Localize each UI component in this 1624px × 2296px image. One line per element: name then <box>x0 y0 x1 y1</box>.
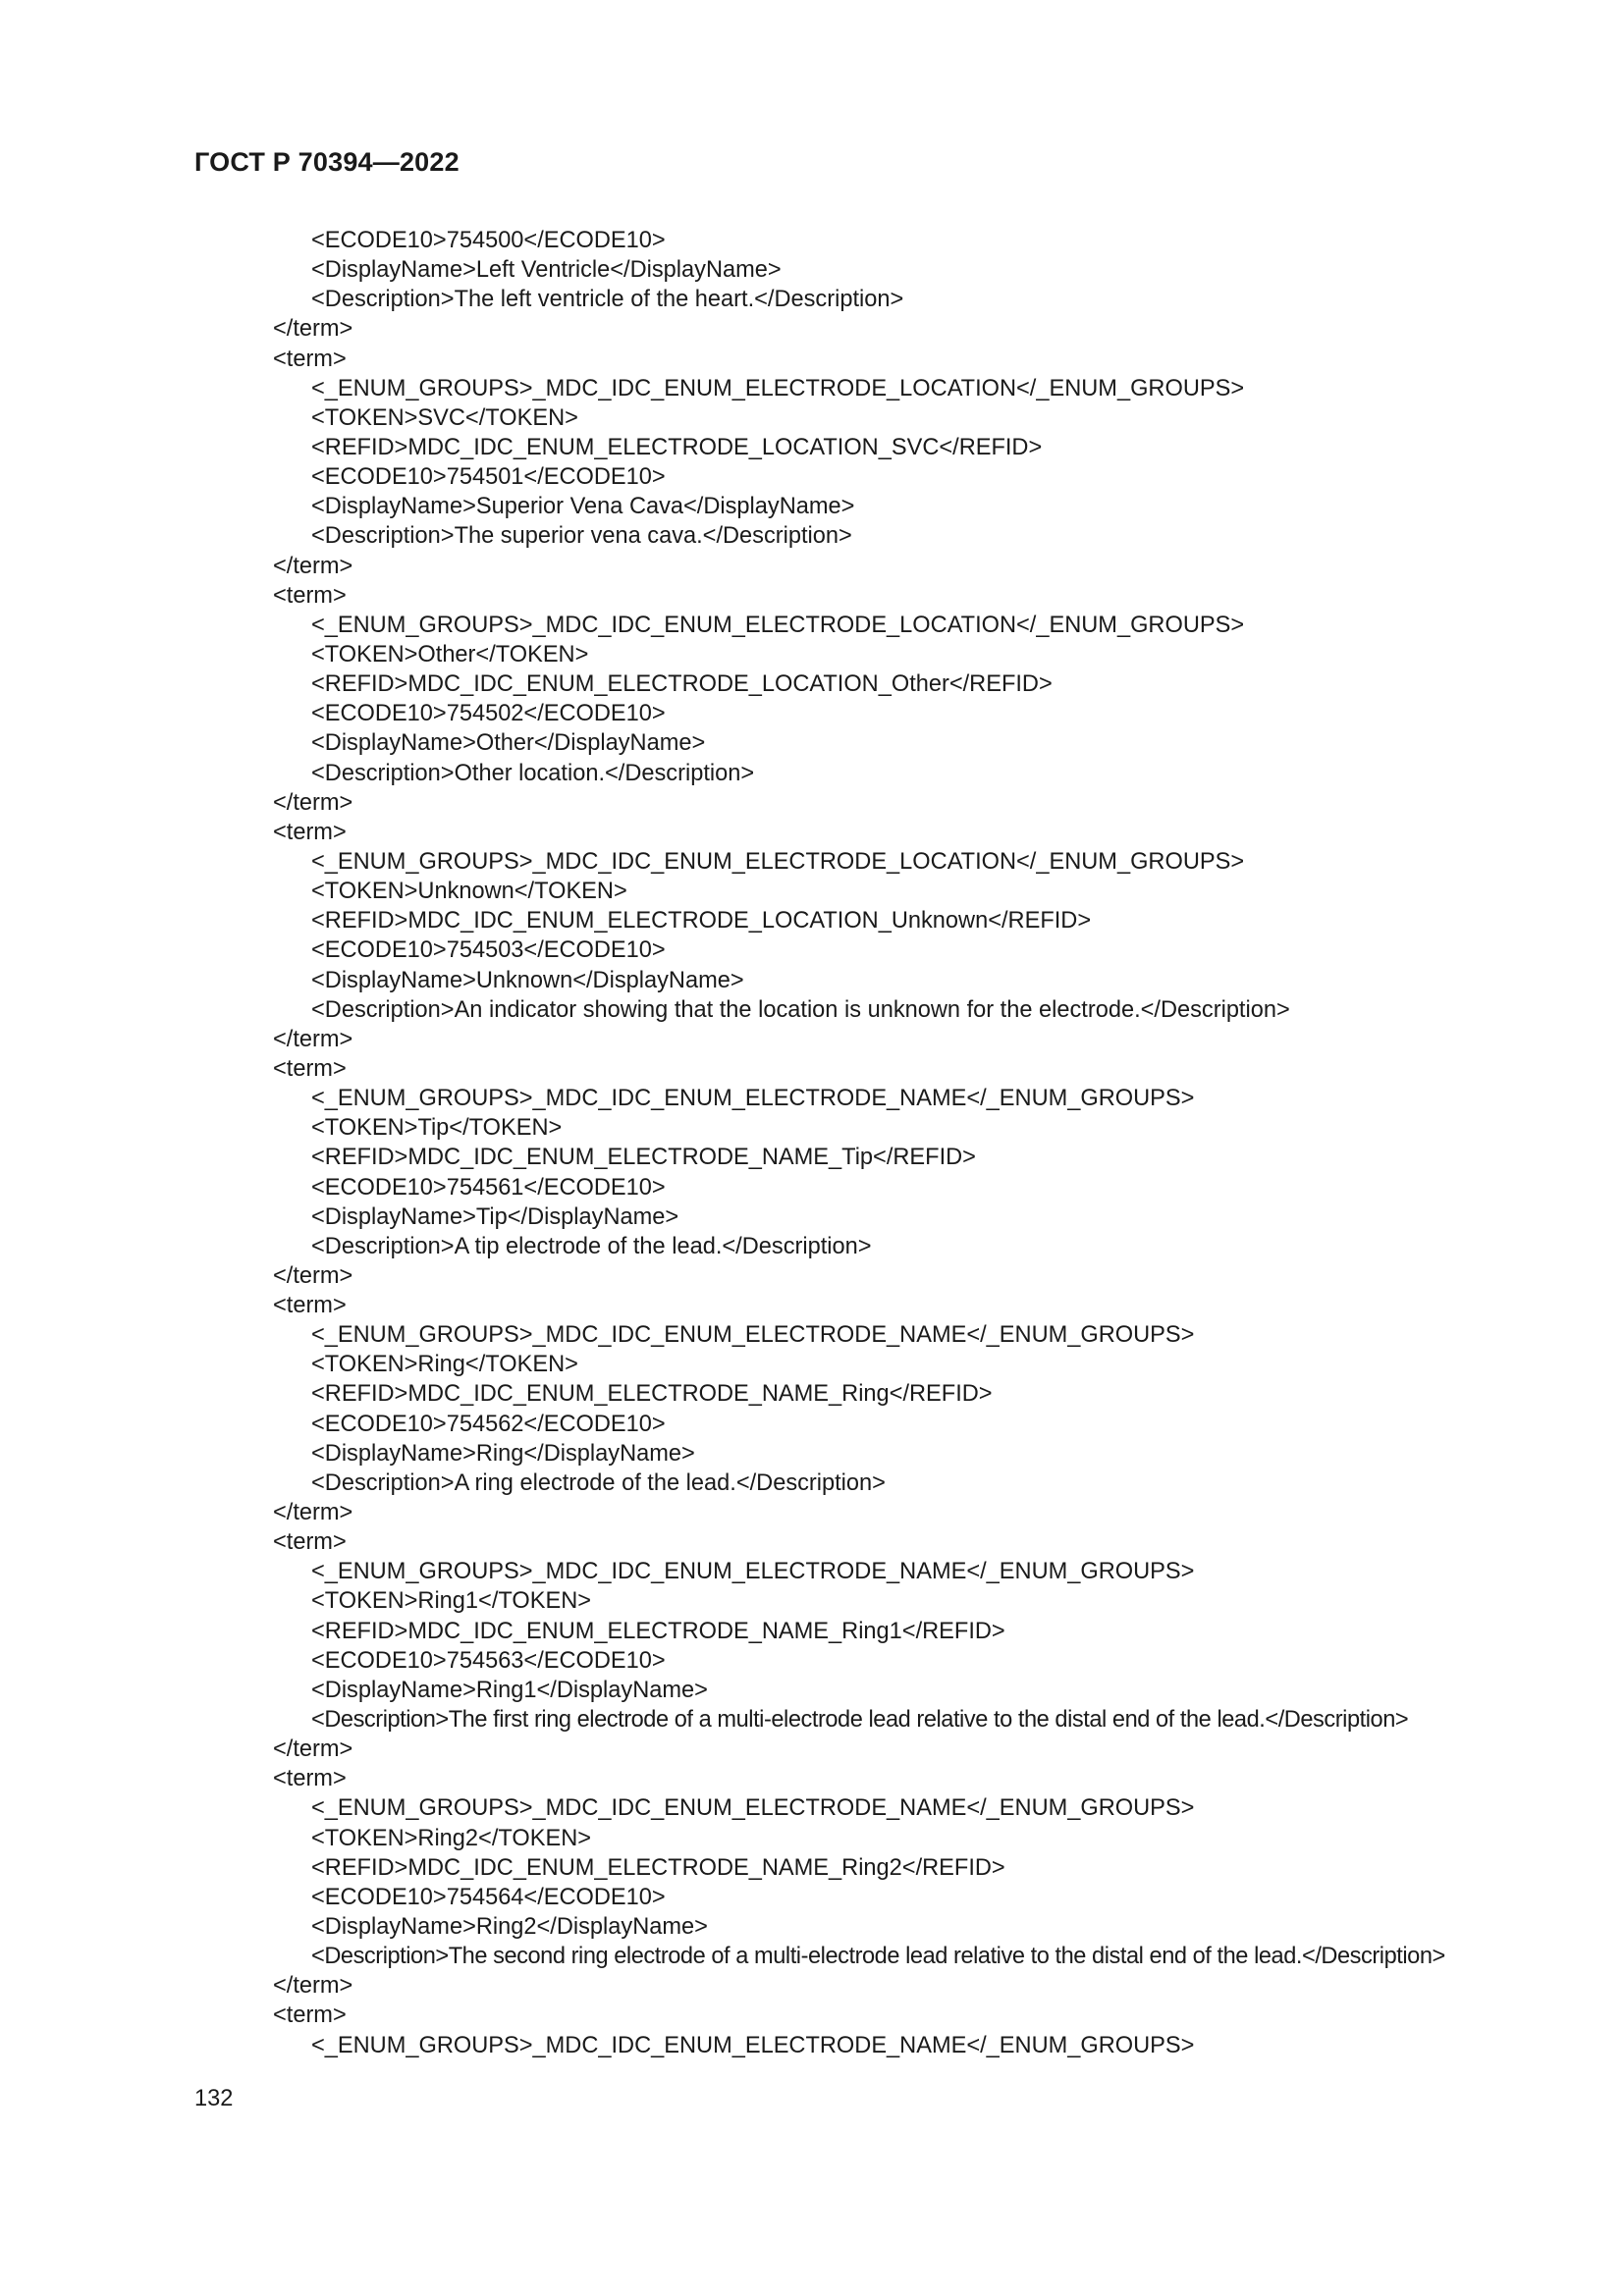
code-line: <ECODE10>754500</ECODE10> <box>311 228 666 253</box>
code-line: <_ENUM_GROUPS>_MDC_IDC_ENUM_ELECTRODE_NAME</_ENUM_GROUPS> <box>311 2032 1195 2058</box>
code-line: </term> <box>273 1026 353 1052</box>
code-line: <ECODE10>754562</ECODE10> <box>311 1411 666 1437</box>
code-line: </term> <box>273 553 353 579</box>
code-line: <term> <box>273 819 347 845</box>
code-line: <_ENUM_GROUPS>_MDC_IDC_ENUM_ELECTRODE_NAME</_ENUM_GROUPS> <box>311 1086 1195 1112</box>
code-line: <ECODE10>754502</ECODE10> <box>311 701 666 727</box>
code-line: <_ENUM_GROUPS>_MDC_IDC_ENUM_ELECTRODE_NAME</_ENUM_GROUPS> <box>311 1322 1195 1349</box>
code-line: <Description>A tip electrode of the lead.</Description> <box>311 1233 872 1259</box>
code-line: <_ENUM_GROUPS>_MDC_IDC_ENUM_ELECTRODE_LOCATION</_ENUM_GROUPS> <box>311 612 1245 638</box>
code-line: <TOKEN>Ring2</TOKEN> <box>311 1825 592 1851</box>
code-line: <Description>The left ventricle of the heart.</Description> <box>311 287 904 313</box>
code-line: <Description>The second ring electrode of a multi-electrode lead relative to the distal end of the lead.</Description> <box>311 1944 1445 1970</box>
code-line: <REFID>MDC_IDC_ENUM_ELECTRODE_NAME_Ring2</REFID> <box>311 1854 1005 1881</box>
code-line: <REFID>MDC_IDC_ENUM_ELECTRODE_LOCATION_Unknown</REFID> <box>311 908 1092 934</box>
code-line: <TOKEN>SVC</TOKEN> <box>311 404 578 431</box>
code-line: <TOKEN>Unknown</TOKEN> <box>311 879 627 905</box>
code-line: <term> <box>273 2002 347 2029</box>
code-line: <Description>An indicator showing that the location is unknown for the electrode.</Description> <box>311 996 1290 1023</box>
code-line: <_ENUM_GROUPS>_MDC_IDC_ENUM_ELECTRODE_NAME</_ENUM_GROUPS> <box>311 1795 1195 1822</box>
code-line: <term> <box>273 1055 347 1082</box>
code-line: <DisplayName>Tip</DisplayName> <box>311 1203 679 1230</box>
code-line: <term> <box>273 346 347 372</box>
code-line: <REFID>MDC_IDC_ENUM_ELECTRODE_LOCATION_SVC</REFID> <box>311 434 1043 460</box>
code-line: <term> <box>273 1293 347 1319</box>
page-number: 132 <box>194 2086 234 2111</box>
code-line: <REFID>MDC_IDC_ENUM_ELECTRODE_LOCATION_Other</REFID> <box>311 671 1053 698</box>
code-line: </term> <box>273 789 353 816</box>
code-line: <DisplayName>Ring1</DisplayName> <box>311 1677 708 1703</box>
code-line: <REFID>MDC_IDC_ENUM_ELECTRODE_NAME_Tip</REFID> <box>311 1145 976 1171</box>
code-line: <TOKEN>Tip</TOKEN> <box>311 1115 563 1142</box>
code-line: <Description>Other location.</Description> <box>311 760 755 786</box>
code-line: <Description>The superior vena cava.</Description> <box>311 523 852 550</box>
code-line: <term> <box>273 1529 347 1556</box>
code-line: <DisplayName>Ring2</DisplayName> <box>311 1914 708 1941</box>
code-line: <term> <box>273 1766 347 1792</box>
code-line: <TOKEN>Ring</TOKEN> <box>311 1352 578 1378</box>
code-line: <TOKEN>Other</TOKEN> <box>311 641 589 667</box>
code-line: <Description>The first ring electrode of a multi-electrode lead relative to the distal end of the lead.</Description> <box>311 1707 1409 1734</box>
code-line: <DisplayName>Ring</DisplayName> <box>311 1440 695 1467</box>
code-line: <REFID>MDC_IDC_ENUM_ELECTRODE_NAME_Ring1</REFID> <box>311 1618 1005 1644</box>
code-line: <DisplayName>Other</DisplayName> <box>311 730 706 757</box>
code-line: <DisplayName>Unknown</DisplayName> <box>311 967 744 993</box>
code-line: <DisplayName>Left Ventricle</DisplayName> <box>311 257 782 284</box>
code-line: <ECODE10>754561</ECODE10> <box>311 1174 666 1201</box>
code-line: </term> <box>273 1500 353 1526</box>
code-line: <DisplayName>Superior Vena Cava</DisplayName> <box>311 494 855 520</box>
xml-code-listing <box>0 226 1624 2060</box>
code-line: <ECODE10>754563</ECODE10> <box>311 1647 666 1674</box>
code-line: </term> <box>273 1973 353 2000</box>
code-line: </term> <box>273 316 353 343</box>
document-header: ГОСТ Р 70394—2022 <box>194 147 460 177</box>
code-line: <_ENUM_GROUPS>_MDC_IDC_ENUM_ELECTRODE_LOCATION</_ENUM_GROUPS> <box>311 848 1245 875</box>
code-line: <term> <box>273 582 347 609</box>
code-line: <ECODE10>754501</ECODE10> <box>311 464 666 491</box>
code-line: <Description>A ring electrode of the lead.</Description> <box>311 1469 886 1496</box>
code-line: <_ENUM_GROUPS>_MDC_IDC_ENUM_ELECTRODE_NAME</_ENUM_GROUPS> <box>311 1559 1195 1585</box>
code-line: <ECODE10>754564</ECODE10> <box>311 1884 666 1910</box>
code-line: </term> <box>273 1262 353 1289</box>
code-line: <ECODE10>754503</ECODE10> <box>311 937 666 964</box>
code-line: </term> <box>273 1736 353 1763</box>
code-line: <REFID>MDC_IDC_ENUM_ELECTRODE_NAME_Ring</REFID> <box>311 1381 993 1408</box>
code-line: <TOKEN>Ring1</TOKEN> <box>311 1588 592 1615</box>
code-line: <_ENUM_GROUPS>_MDC_IDC_ENUM_ELECTRODE_LOCATION</_ENUM_GROUPS> <box>311 375 1245 401</box>
